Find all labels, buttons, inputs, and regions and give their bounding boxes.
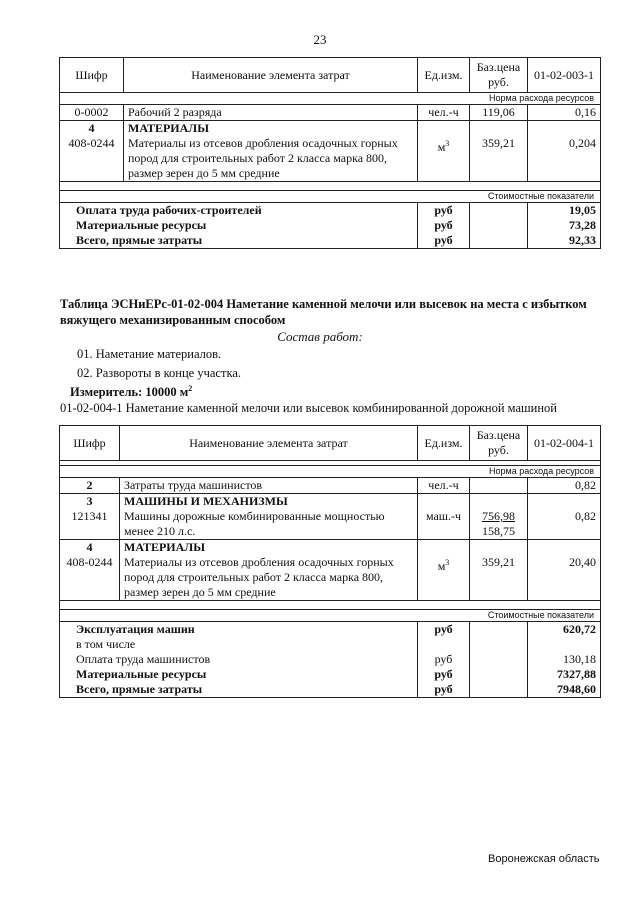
group-heading-row — [60, 121, 601, 137]
including-label: в том числе — [60, 637, 418, 652]
norm-caption-row — [60, 466, 601, 478]
row-price: 359,21 — [470, 555, 528, 601]
total-value: 7948,60 — [528, 682, 601, 698]
total-label: Материальные ресурсы — [60, 667, 418, 682]
total-unit: руб — [418, 233, 470, 249]
table-row — [60, 136, 601, 182]
group-heading: МАШИНЫ И МЕХАНИЗМЫ — [120, 494, 418, 510]
total-label: Всего, прямые затраты — [60, 682, 418, 698]
cost-table-2 — [59, 425, 601, 698]
work-op-2: 02. Развороты в конце участка. — [77, 366, 241, 380]
header-name: Наименование элемента затрат — [120, 426, 418, 461]
row-name: Затраты труда машинистов — [120, 478, 418, 494]
work-composition-heading: Состав работ: — [277, 329, 363, 344]
work-op-1: 01. Наметание материалов. — [77, 347, 222, 361]
total-row — [60, 667, 601, 682]
total-unit: руб — [418, 622, 470, 638]
total-unit: руб — [418, 203, 470, 219]
header-unit: Ед.изм. — [418, 426, 470, 461]
group-number: 4 — [60, 540, 120, 556]
footer-region: Воронежская область — [488, 853, 600, 865]
total-row — [60, 218, 601, 233]
row-price: 756,98 158,75 — [470, 509, 528, 540]
header-price: Баз.цена руб. — [470, 58, 528, 93]
total-unit: руб — [418, 218, 470, 233]
total-label: Оплата труда машинистов — [60, 652, 418, 667]
table-row — [60, 105, 601, 121]
row-unit: маш.-ч — [418, 509, 470, 540]
row-value: 0,204 — [528, 136, 601, 182]
norm-caption-row — [60, 93, 601, 105]
table-row — [60, 509, 601, 540]
total-value: 7327,88 — [528, 667, 601, 682]
row-code: 2 — [60, 478, 120, 494]
row-unit: чел.-ч — [418, 478, 470, 494]
header-unit: Ед.изм. — [418, 58, 470, 93]
cost-caption: Стоимостные показатели — [60, 191, 601, 203]
header-price: Баз.цена руб. — [470, 426, 528, 461]
cost-caption-row — [60, 191, 601, 203]
total-value: 19,05 — [528, 203, 601, 219]
cost-table-1 — [59, 57, 601, 249]
row-name: Машины дорожные комбинированные мощностью менее 210 л.с. — [120, 509, 418, 540]
table-header-row — [60, 58, 601, 93]
row-price: 119,06 — [470, 105, 528, 121]
group-heading-row — [60, 494, 601, 510]
table-2-title: Таблица ЭСНиЕРс-01-02-004 Наметание каменной мелочи или высевок на места с избытком вяжущего механизированным способом — [60, 297, 587, 327]
row-code: 0-0002 — [60, 105, 124, 121]
total-row — [60, 682, 601, 698]
row-unit: чел.-ч — [418, 105, 470, 121]
row-value: 0,16 — [528, 105, 601, 121]
norm-caption: Норма расхода ресурсов — [60, 466, 601, 478]
cost-caption-row — [60, 610, 601, 622]
header-code: Шифр — [60, 58, 124, 93]
row-name: Рабочий 2 разряда — [124, 105, 418, 121]
table-header-row — [60, 426, 601, 461]
table-row — [60, 555, 601, 601]
total-unit: руб — [418, 682, 470, 698]
row-value: 20,40 — [528, 555, 601, 601]
total-label: Оплата труда рабочих-строителей — [60, 203, 418, 219]
total-label: Всего, прямые затраты — [60, 233, 418, 249]
total-value: 130,18 — [528, 652, 601, 667]
row-unit: $м^3$ — [418, 136, 470, 182]
row-code: 121341 — [60, 509, 120, 540]
group-number: 3 — [60, 494, 120, 510]
row-unit: $м^3$ — [418, 555, 470, 601]
measure-unit: Измеритель: 10000 $м^2$ — [70, 384, 193, 400]
page-number: 23 — [313, 32, 327, 47]
norm-description: 01-02-004-1 Наметание каменной мелочи или высевок комбинированной дорожной машиной — [60, 401, 557, 415]
row-name: Материалы из отсевов дробления осадочных горных пород для строительных работ 2 класса марка 800, размер зерен до 5 мм средние — [124, 136, 418, 182]
total-value: 620,72 — [528, 622, 601, 638]
group-heading-row — [60, 540, 601, 556]
including-row — [60, 637, 601, 652]
row-value: 0,82 — [528, 509, 601, 540]
table-row — [60, 478, 601, 494]
total-label: Материальные ресурсы — [60, 218, 418, 233]
row-code: 408-0244 — [60, 136, 124, 182]
total-value: 73,28 — [528, 218, 601, 233]
total-row — [60, 233, 601, 249]
group-number: 4 — [60, 121, 124, 137]
total-row — [60, 622, 601, 638]
total-row — [60, 203, 601, 219]
total-value: 92,33 — [528, 233, 601, 249]
row-price: 359,21 — [470, 136, 528, 182]
header-norm-code: 01-02-004-1 — [528, 426, 601, 461]
total-row — [60, 652, 601, 667]
row-value: 0,82 — [528, 478, 601, 494]
group-heading: МАТЕРИАЛЫ — [124, 121, 418, 137]
total-unit: руб — [418, 667, 470, 682]
header-norm-code: 01-02-003-1 — [528, 58, 601, 93]
total-label: Эксплуатация машин — [60, 622, 418, 638]
header-name: Наименование элемента затрат — [124, 58, 418, 93]
norm-caption: Норма расхода ресурсов — [60, 93, 601, 105]
total-unit: руб — [418, 652, 470, 667]
row-code: 408-0244 — [60, 555, 120, 601]
group-heading: МАТЕРИАЛЫ — [120, 540, 418, 556]
cost-caption: Стоимостные показатели — [60, 610, 601, 622]
row-name: Материалы из отсевов дробления осадочных горных пород для строительных работ 2 класса марка 800, размер зерен до 5 мм средние — [120, 555, 418, 601]
header-code: Шифр — [60, 426, 120, 461]
